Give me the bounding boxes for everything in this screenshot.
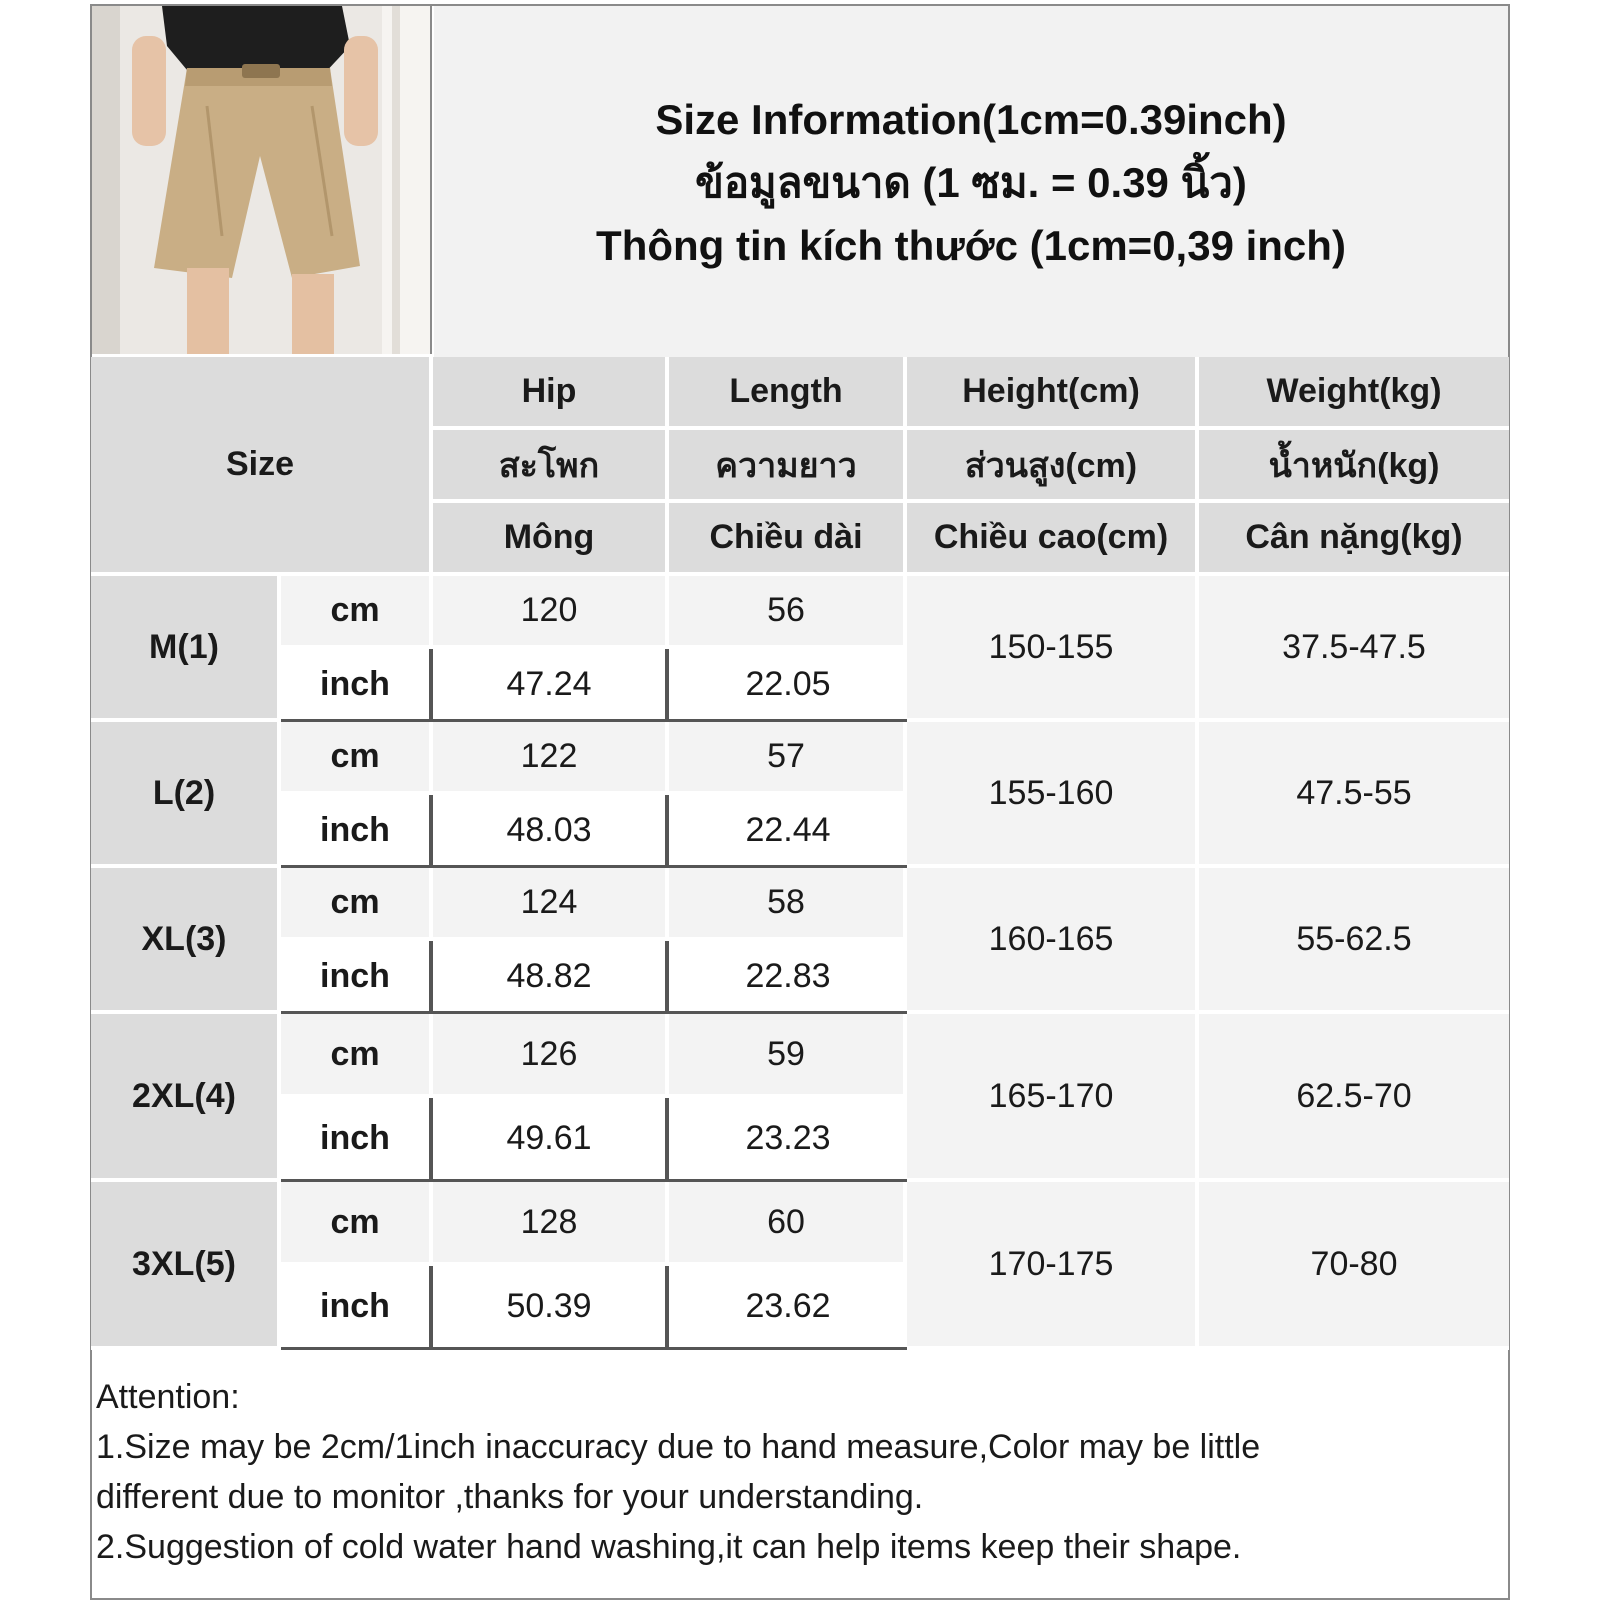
hip-cm: 128 xyxy=(433,1182,669,1266)
header-title-thai: ข้อมูลขนาด (1 ซม. = 0.39 นิ้ว) xyxy=(695,158,1247,206)
hip-cm: 120 xyxy=(433,576,669,649)
length-inch: 22.05 xyxy=(669,649,907,722)
length-inch: 23.62 xyxy=(669,1266,907,1350)
height-range: 160-165 xyxy=(907,868,1199,1014)
unit-cm: cm xyxy=(281,722,433,795)
header-title-vietnamese: Thông tin kích thước (1cm=0,39 inch) xyxy=(596,221,1346,269)
weight-range: 70-80 xyxy=(1199,1182,1509,1350)
length-inch: 22.83 xyxy=(669,941,907,1014)
height-range: 155-160 xyxy=(907,722,1199,868)
model-wearing-shorts-image xyxy=(92,6,432,354)
header-title-english: Size Information(1cm=0.39inch) xyxy=(655,95,1287,143)
unit-inch: inch xyxy=(281,795,433,868)
length-cm: 60 xyxy=(669,1182,907,1266)
length-cm: 57 xyxy=(669,722,907,795)
hip-cm: 124 xyxy=(433,868,669,941)
weight-header-en: Weight(kg) xyxy=(1199,357,1509,430)
length-inch: 23.23 xyxy=(669,1098,907,1182)
length-cm: 58 xyxy=(669,868,907,941)
unit-inch: inch xyxy=(281,1266,433,1350)
table-row xyxy=(91,1182,1509,1266)
unit-inch: inch xyxy=(281,1098,433,1182)
height-header-vi: Chiều cao(cm) xyxy=(907,503,1199,576)
height-range: 165-170 xyxy=(907,1014,1199,1182)
size-info-header xyxy=(434,6,1508,358)
table-row xyxy=(91,1014,1509,1098)
attention-title: Attention: xyxy=(96,1378,240,1416)
attention-note-2: 2.Suggestion of cold water hand washing,it can help items keep their shape. xyxy=(96,1528,1242,1566)
size-name: XL(3) xyxy=(91,868,281,1014)
height-header-th: ส่วนสูง(cm) xyxy=(907,430,1199,503)
unit-inch: inch xyxy=(281,649,433,722)
table-row xyxy=(91,722,1509,795)
table-row xyxy=(91,576,1509,649)
height-range: 150-155 xyxy=(907,576,1199,722)
weight-range: 62.5-70 xyxy=(1199,1014,1509,1182)
size-table xyxy=(91,357,1509,1350)
weight-range: 55-62.5 xyxy=(1199,868,1509,1014)
length-inch: 22.44 xyxy=(669,795,907,868)
size-column-header: Size xyxy=(91,357,433,576)
attention-notes xyxy=(96,1372,1506,1572)
product-photo xyxy=(92,6,432,354)
hip-header-vi: Mông xyxy=(433,503,669,576)
weight-header-vi: Cân nặng(kg) xyxy=(1199,503,1509,576)
weight-range: 47.5-55 xyxy=(1199,722,1509,868)
length-cm: 59 xyxy=(669,1014,907,1098)
hip-inch: 48.03 xyxy=(433,795,669,868)
weight-range: 37.5-47.5 xyxy=(1199,576,1509,722)
hip-inch: 49.61 xyxy=(433,1098,669,1182)
unit-cm: cm xyxy=(281,576,433,649)
hip-cm: 126 xyxy=(433,1014,669,1098)
hip-inch: 47.24 xyxy=(433,649,669,722)
hip-cm: 122 xyxy=(433,722,669,795)
hip-header-th: สะโพก xyxy=(433,430,669,503)
table-row xyxy=(91,868,1509,941)
unit-cm: cm xyxy=(281,868,433,941)
attention-note-1a: 1.Size may be 2cm/1inch inaccuracy due to hand measure,Color may be little xyxy=(96,1428,1261,1466)
unit-inch: inch xyxy=(281,941,433,1014)
weight-header-th: น้ำหนัก(kg) xyxy=(1199,430,1509,503)
length-header-vi: Chiều dài xyxy=(669,503,907,576)
size-name: M(1) xyxy=(91,576,281,722)
hip-inch: 50.39 xyxy=(433,1266,669,1350)
hip-inch: 48.82 xyxy=(433,941,669,1014)
hip-header-en: Hip xyxy=(433,357,669,430)
length-cm: 56 xyxy=(669,576,907,649)
size-name: 2XL(4) xyxy=(91,1014,281,1182)
height-header-en: Height(cm) xyxy=(907,357,1199,430)
height-range: 170-175 xyxy=(907,1182,1199,1350)
length-header-th: ความยาว xyxy=(669,430,907,503)
attention-note-1b: different due to monitor ,thanks for your understanding. xyxy=(96,1478,924,1516)
unit-cm: cm xyxy=(281,1182,433,1266)
size-name: 3XL(5) xyxy=(91,1182,281,1350)
unit-cm: cm xyxy=(281,1014,433,1098)
size-name: L(2) xyxy=(91,722,281,868)
length-header-en: Length xyxy=(669,357,907,430)
